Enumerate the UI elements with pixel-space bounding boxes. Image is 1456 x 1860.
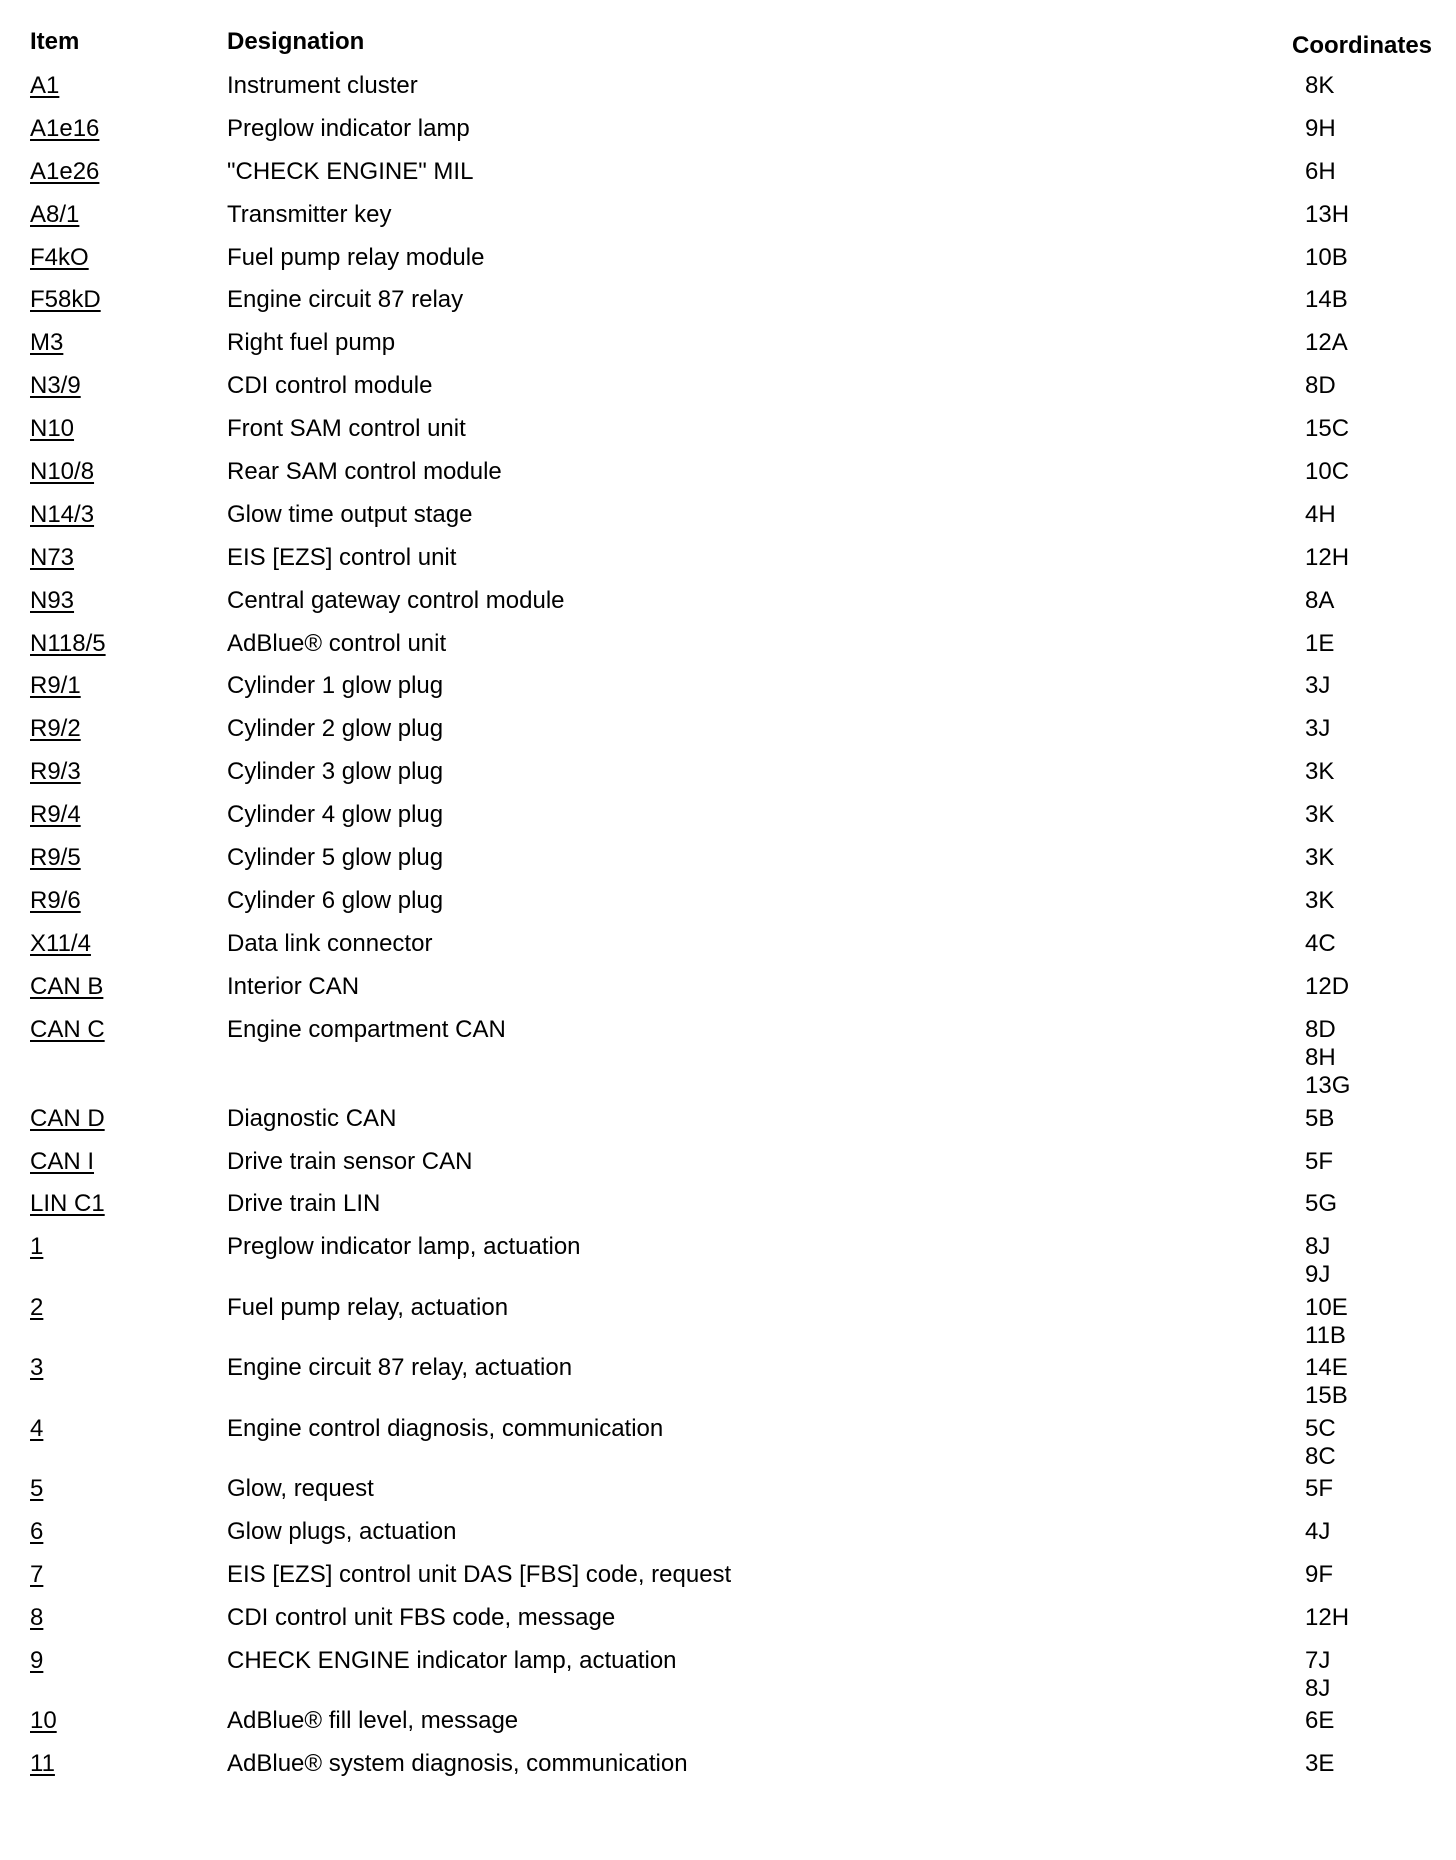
coordinates-cell — [1305, 1105, 1334, 1133]
table-row — [0, 1294, 1456, 1355]
designation-text: AdBlue® control unit — [227, 629, 447, 657]
table-row — [0, 201, 1456, 244]
coordinate-value: 12A — [1305, 329, 1348, 357]
item-link[interactable]: 10 — [30, 1707, 57, 1735]
table-row — [0, 1105, 1456, 1148]
designation-text: Engine control diagnosis, communication — [227, 1414, 664, 1442]
coordinates-cell — [1305, 630, 1334, 658]
designation-text: Cylinder 3 glow plug — [227, 758, 444, 786]
coordinate-value: 8A — [1305, 586, 1335, 614]
designation-text: Glow, request — [227, 1475, 374, 1503]
item-link[interactable]: CAN C — [30, 1015, 105, 1043]
coordinates-cell — [1305, 887, 1334, 915]
table-row — [0, 1475, 1456, 1518]
coordinates-cell — [1305, 329, 1348, 357]
coordinates-cell — [1305, 715, 1330, 743]
table-row — [0, 1354, 1456, 1415]
coordinate-value: 7J — [1305, 1646, 1331, 1674]
table-body — [0, 72, 1456, 1793]
designation-text: Interior CAN — [227, 972, 360, 1000]
coordinate-value: 3E — [1305, 1750, 1335, 1778]
table-row — [0, 844, 1456, 887]
designation-text: Central gateway control module — [227, 586, 565, 614]
coordinates-cell — [1305, 115, 1336, 143]
coordinates-cell — [1305, 286, 1348, 314]
table-row — [0, 1233, 1456, 1294]
item-link[interactable]: R9/2 — [30, 715, 81, 743]
designation-text: Glow plugs, actuation — [227, 1518, 457, 1546]
item-link[interactable]: 8 — [30, 1604, 44, 1632]
coordinates-cell — [1305, 1561, 1333, 1589]
item-link[interactable]: X11/4 — [30, 929, 91, 957]
table-row — [0, 1750, 1456, 1793]
item-link[interactable]: CAN I — [30, 1147, 95, 1175]
coordinates-cell — [1305, 244, 1348, 272]
designation-text: Preglow indicator lamp, actuation — [227, 1233, 581, 1261]
table-row — [0, 1518, 1456, 1561]
coordinates-cell — [1305, 801, 1334, 829]
coordinate-value: 6H — [1305, 157, 1336, 185]
header-item: Item — [30, 28, 80, 55]
coordinate-value: 8H — [1305, 1043, 1336, 1071]
item-link[interactable]: R9/5 — [30, 844, 81, 872]
item-link[interactable]: 5 — [30, 1475, 44, 1503]
coordinate-value: 5C — [1305, 1414, 1336, 1442]
coordinate-value: 14E — [1305, 1354, 1348, 1382]
coordinates-cell — [1305, 758, 1334, 786]
table-row — [0, 930, 1456, 973]
item-link[interactable]: 1 — [30, 1233, 44, 1261]
item-link[interactable]: CAN D — [30, 1104, 105, 1132]
coordinates-cell — [1305, 501, 1336, 529]
designation-text: Preglow indicator lamp — [227, 114, 470, 142]
item-link[interactable]: N14/3 — [30, 500, 95, 528]
designation-text: Fuel pump relay module — [227, 243, 485, 271]
table-row — [0, 1190, 1456, 1233]
item-link[interactable]: 9 — [30, 1646, 44, 1674]
coordinates-cell — [1305, 1750, 1334, 1778]
table-row — [0, 72, 1456, 115]
coordinate-value: 3K — [1305, 844, 1335, 872]
item-link[interactable]: A8/1 — [30, 200, 80, 228]
item-link[interactable]: N3/9 — [30, 372, 81, 400]
item-link[interactable]: R9/1 — [30, 672, 81, 700]
coordinate-value: 14B — [1305, 286, 1348, 314]
coordinates-cell — [1305, 544, 1349, 572]
table-header — [0, 28, 1456, 60]
table-row — [0, 372, 1456, 415]
table-row — [0, 415, 1456, 458]
coordinate-value: 8K — [1305, 72, 1335, 99]
table-row — [0, 458, 1456, 501]
coordinate-value: 8D — [1305, 1015, 1336, 1043]
designation-text: Engine circuit 87 relay — [227, 286, 464, 314]
item-link[interactable]: N93 — [30, 586, 75, 614]
table-row — [0, 501, 1456, 544]
table-row — [0, 544, 1456, 587]
coordinate-value: 13G — [1305, 1071, 1351, 1099]
designation-text: Engine compartment CAN — [227, 1015, 506, 1043]
coordinates-cell — [1305, 1604, 1349, 1632]
designation-text: "CHECK ENGINE" MIL — [227, 157, 474, 185]
item-link[interactable]: F4kO — [30, 243, 89, 271]
designation-text: EIS [EZS] control unit DAS [FBS] code, request — [227, 1561, 732, 1589]
coordinates-cell — [1305, 1016, 1350, 1100]
item-link[interactable]: N10 — [30, 415, 75, 443]
item-link[interactable]: N118/5 — [30, 629, 106, 657]
coordinate-value: 8D — [1305, 372, 1336, 400]
item-link[interactable]: A1 — [30, 72, 60, 99]
designation-text: Drive train sensor CAN — [227, 1147, 473, 1175]
table-row — [0, 715, 1456, 758]
coordinates-cell — [1305, 973, 1349, 1001]
table-row — [0, 1016, 1456, 1105]
coordinates-cell — [1305, 1415, 1336, 1471]
coordinate-value: 4C — [1305, 929, 1336, 957]
coordinate-value: 3J — [1305, 672, 1331, 700]
coordinate-value: 8J — [1305, 1674, 1331, 1702]
table-row — [0, 630, 1456, 673]
designation-text: Right fuel pump — [227, 329, 396, 357]
designation-text: Transmitter key — [227, 200, 392, 228]
table-row — [0, 115, 1456, 158]
item-link[interactable]: N10/8 — [30, 458, 95, 486]
table-row — [0, 1415, 1456, 1476]
designation-text: AdBlue® fill level, message — [227, 1707, 519, 1735]
item-link[interactable]: 11 — [30, 1750, 55, 1778]
item-link[interactable]: A1e26 — [30, 157, 100, 185]
designation-text: Engine circuit 87 relay, actuation — [227, 1354, 573, 1382]
coordinates-cell — [1305, 1354, 1348, 1410]
designation-text: CDI control module — [227, 372, 433, 400]
header-coordinates: Coordinates — [1292, 32, 1433, 59]
table-row — [0, 1604, 1456, 1647]
coordinate-value: 3K — [1305, 801, 1335, 829]
coordinates-cell — [1305, 415, 1349, 443]
coordinate-value: 9F — [1305, 1561, 1334, 1589]
designation-text: Fuel pump relay, actuation — [227, 1293, 509, 1321]
coordinates-cell — [1305, 372, 1336, 400]
coordinate-value: 8J — [1305, 1233, 1331, 1261]
coordinate-value: 12H — [1305, 543, 1350, 571]
coordinate-value: 13H — [1305, 200, 1350, 228]
coordinate-value: 10C — [1305, 458, 1350, 486]
coordinates-cell — [1305, 672, 1330, 700]
coordinate-value: 5F — [1305, 1475, 1334, 1503]
table-row — [0, 286, 1456, 329]
item-link[interactable]: M3 — [30, 329, 64, 357]
designation-text: Cylinder 5 glow plug — [227, 844, 444, 872]
coordinate-value: 12D — [1305, 972, 1350, 1000]
coordinate-value: 6E — [1305, 1707, 1335, 1735]
coordinate-value: 15B — [1305, 1382, 1348, 1410]
coordinate-value: 9H — [1305, 114, 1336, 142]
table-row — [0, 1561, 1456, 1604]
item-link[interactable]: 6 — [30, 1518, 44, 1546]
coordinate-value: 10E — [1305, 1293, 1348, 1321]
designation-text: Drive train LIN — [227, 1190, 381, 1218]
table-row — [0, 758, 1456, 801]
table-row — [0, 672, 1456, 715]
coordinates-cell — [1305, 1475, 1333, 1503]
designation-text: Cylinder 6 glow plug — [227, 886, 444, 914]
table-row — [0, 158, 1456, 201]
coordinates-cell — [1305, 1294, 1348, 1350]
coordinate-value: 12H — [1305, 1604, 1350, 1632]
designation-text: CHECK ENGINE indicator lamp, actuation — [227, 1646, 677, 1674]
header-designation: Designation — [227, 28, 365, 55]
coordinate-value: 9J — [1305, 1261, 1331, 1289]
table-row — [0, 887, 1456, 930]
table-row — [0, 244, 1456, 287]
coordinates-cell — [1305, 1190, 1337, 1218]
coordinates-cell — [1305, 587, 1334, 615]
table-row — [0, 973, 1456, 1016]
item-link[interactable]: CAN B — [30, 972, 104, 1000]
coordinate-value: 8C — [1305, 1442, 1336, 1470]
coordinate-value: 4H — [1305, 500, 1336, 528]
coordinate-value: 3K — [1305, 886, 1335, 914]
designation-text: Rear SAM control module — [227, 458, 502, 486]
coordinate-value: 5B — [1305, 1104, 1335, 1132]
coordinate-value: 3J — [1305, 715, 1331, 743]
coordinate-value: 5G — [1305, 1190, 1338, 1218]
item-link[interactable]: N73 — [30, 543, 75, 571]
item-link[interactable]: 3 — [30, 1354, 44, 1382]
designation-text: Cylinder 4 glow plug — [227, 801, 444, 829]
table-row — [0, 587, 1456, 630]
coordinates-cell — [1305, 201, 1349, 229]
table-row — [0, 1707, 1456, 1750]
coordinates-cell — [1305, 1148, 1333, 1176]
designation-text: Diagnostic CAN — [227, 1104, 397, 1132]
item-link[interactable]: 7 — [30, 1561, 44, 1589]
designation-text: Cylinder 1 glow plug — [227, 672, 444, 700]
item-link[interactable]: R9/3 — [30, 758, 81, 786]
coordinate-value: 11B — [1305, 1321, 1346, 1349]
coordinate-value: 1E — [1305, 629, 1335, 657]
designation-text: CDI control unit FBS code, message — [227, 1604, 616, 1632]
item-link[interactable]: R9/6 — [30, 886, 81, 914]
coordinates-cell — [1305, 158, 1336, 186]
designation-text: Data link connector — [227, 929, 433, 957]
designation-text: AdBlue® system diagnosis, communication — [227, 1750, 688, 1778]
coordinates-cell — [1305, 1518, 1330, 1546]
designation-text: EIS [EZS] control unit — [227, 543, 457, 571]
table-row — [0, 329, 1456, 372]
table-row — [0, 801, 1456, 844]
coordinate-value: 5F — [1305, 1147, 1334, 1175]
table-row — [0, 1148, 1456, 1191]
coordinate-value: 10B — [1305, 243, 1348, 271]
item-link[interactable]: 2 — [30, 1293, 44, 1321]
designation-text: Cylinder 2 glow plug — [227, 715, 444, 743]
designation-text: Front SAM control unit — [227, 415, 466, 443]
coordinates-cell — [1305, 72, 1334, 100]
coordinate-value: 3K — [1305, 758, 1335, 786]
designation-text: Instrument cluster — [227, 72, 418, 99]
coordinates-cell — [1305, 1233, 1330, 1289]
table-row — [0, 1647, 1456, 1708]
item-link[interactable]: R9/4 — [30, 801, 81, 829]
item-link[interactable]: 4 — [30, 1414, 44, 1442]
item-link[interactable]: LIN C1 — [30, 1190, 105, 1218]
coordinate-value: 15C — [1305, 415, 1350, 443]
coordinates-cell — [1305, 844, 1334, 872]
coordinates-cell — [1305, 930, 1336, 958]
coordinates-cell — [1305, 458, 1349, 486]
designation-text: Glow time output stage — [227, 500, 473, 528]
item-link[interactable]: A1e16 — [30, 114, 100, 142]
coordinates-cell — [1305, 1707, 1334, 1735]
coordinate-value: 4J — [1305, 1518, 1331, 1546]
coordinates-cell — [1305, 1647, 1330, 1703]
item-link[interactable]: F58kD — [30, 286, 101, 314]
